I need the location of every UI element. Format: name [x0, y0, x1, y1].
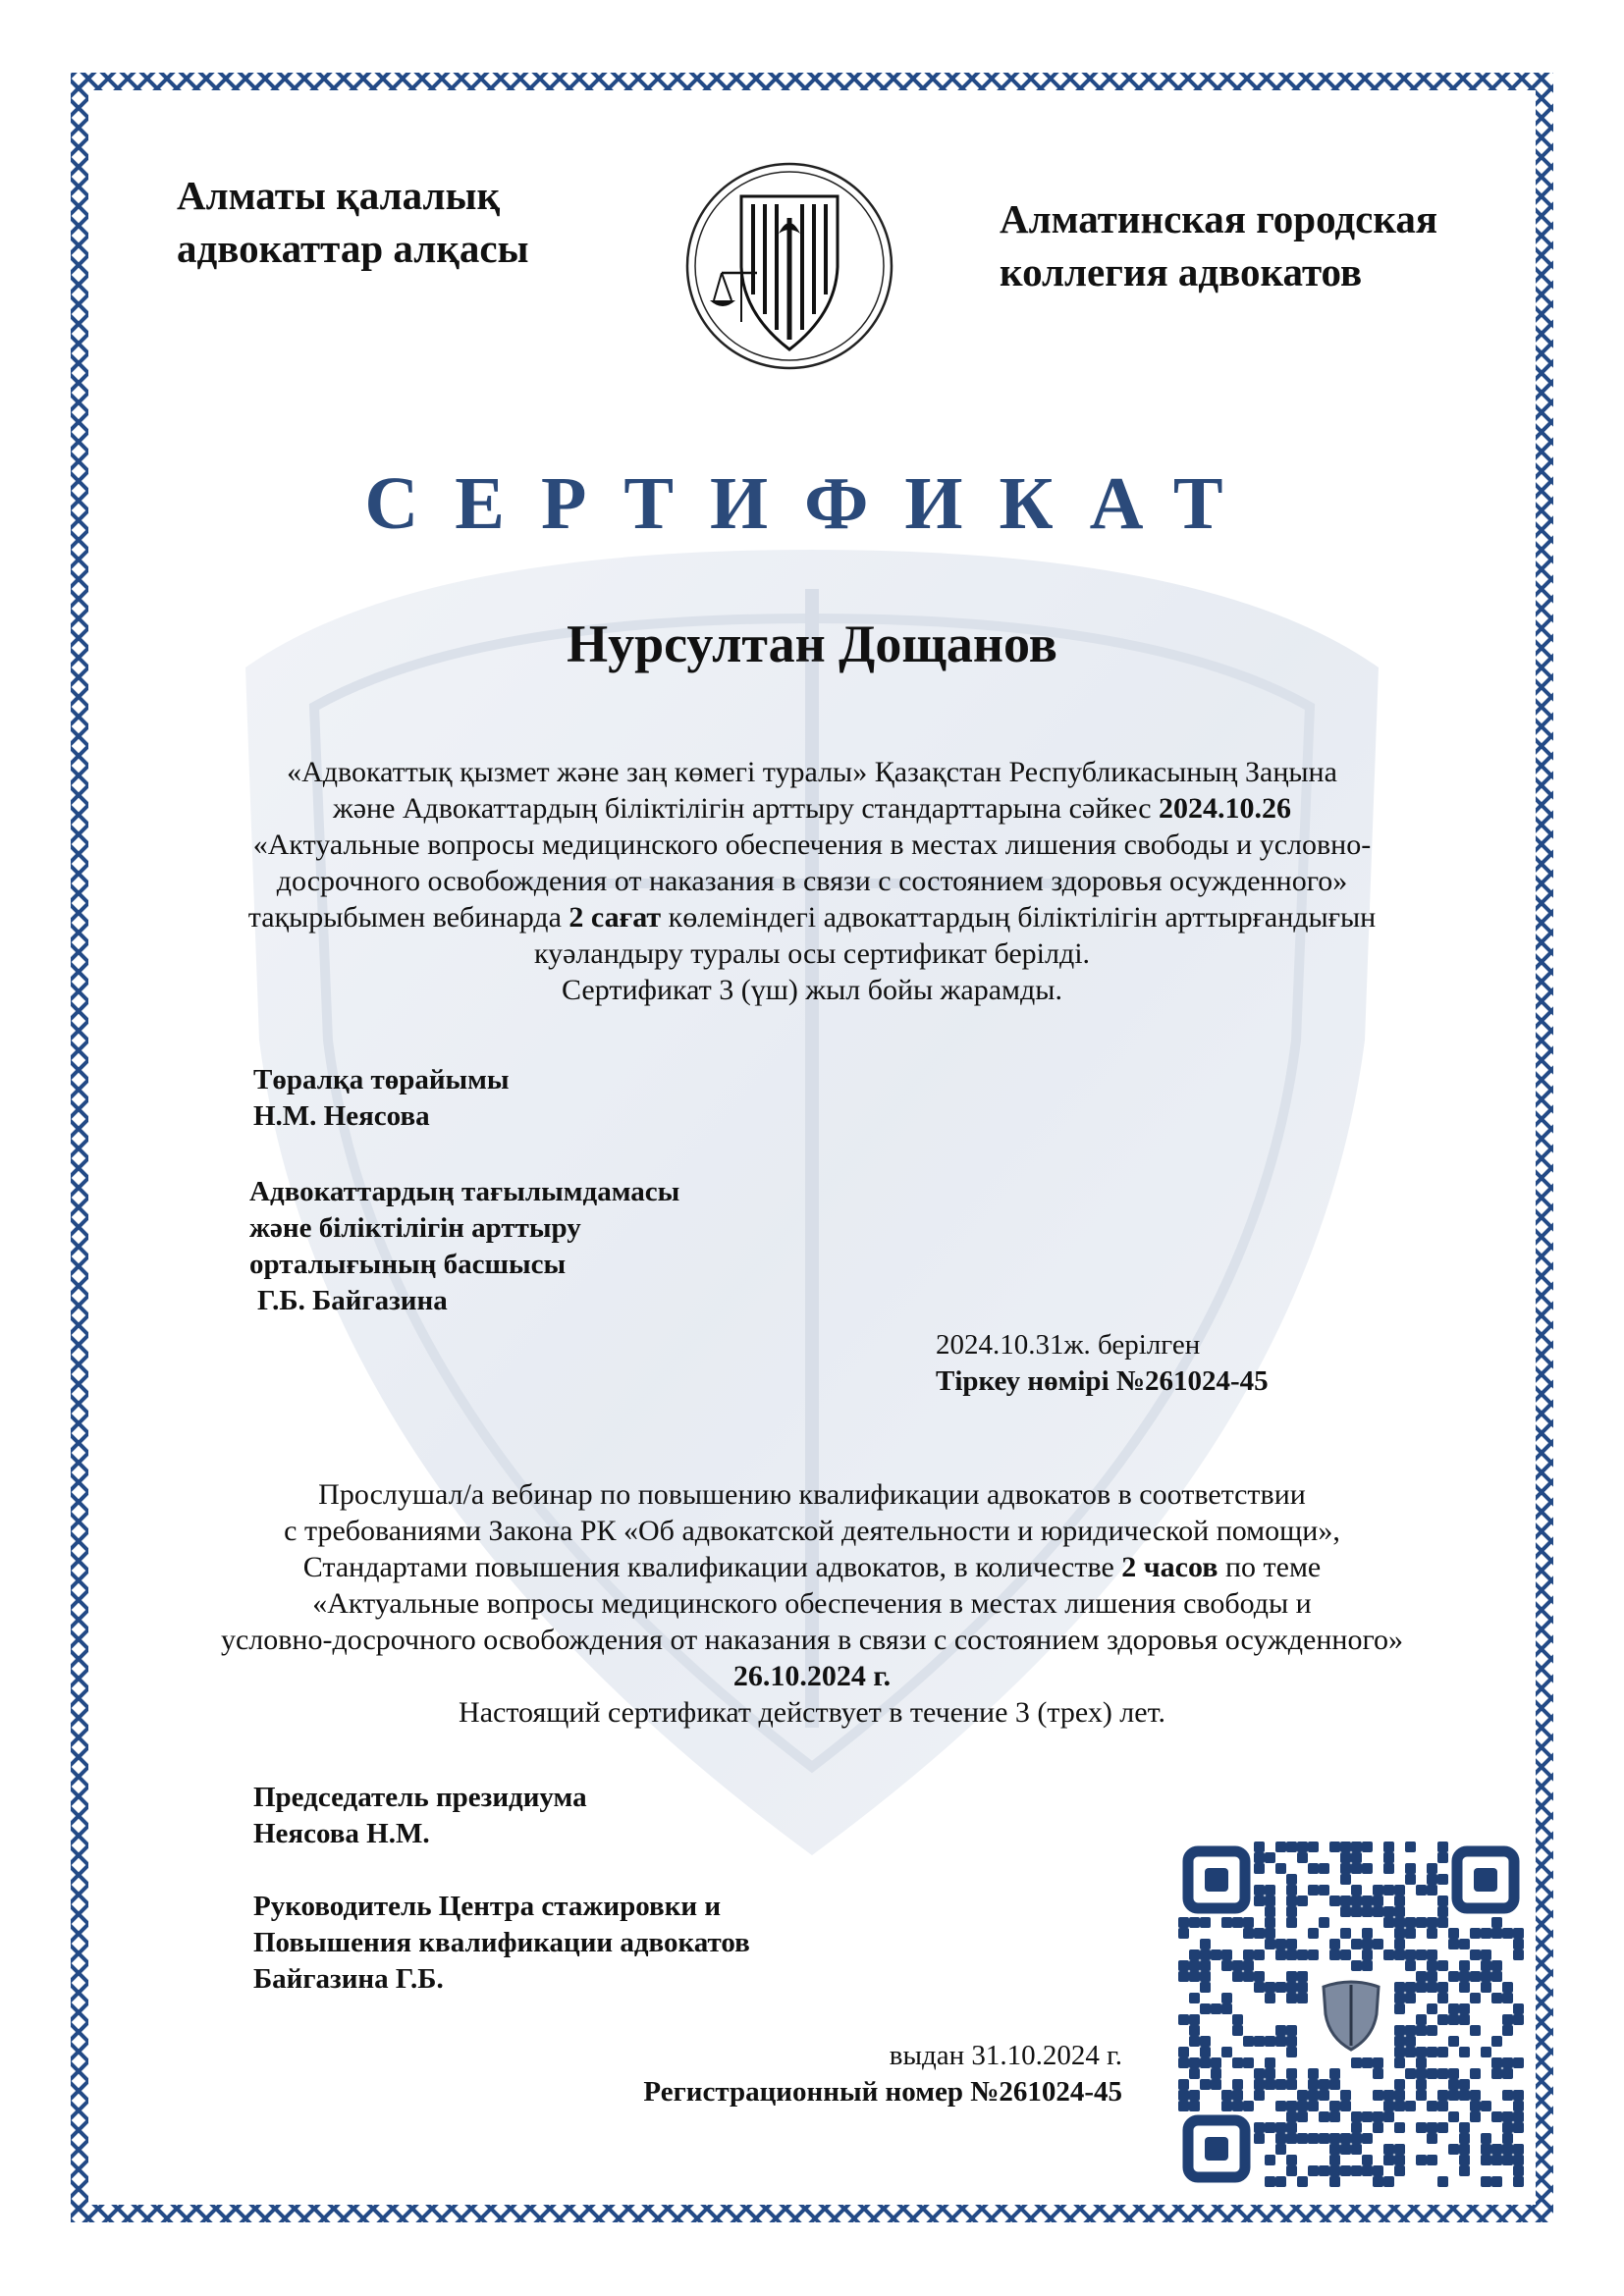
kz-line-5: [137, 899, 1487, 935]
kz-line-2-text: және Адвокаттардың біліктілігін арттыру стандарттарына сәйкес: [332, 792, 1160, 825]
ru-head-name: Байгазина Г.Б.: [253, 1963, 444, 1995]
ru-head-title-2: Повышения квалификации адвокатов: [253, 1927, 750, 1958]
ru-issue-date: выдан 31.10.2024 г.: [889, 2040, 1122, 2071]
kz-chair-title: Төралқа төрайымы: [253, 1064, 510, 1095]
kz-line-7: Сертификат 3 (үш) жыл бойы жарамды.: [562, 974, 1062, 1006]
ru-line-3-pre: Стандартами повышения квалификации адвокатов, в количестве: [302, 1551, 1122, 1583]
qr-shield-logo: [1312, 1975, 1390, 2054]
header-right: [1000, 192, 1437, 298]
kz-hours: 2 сағат: [568, 901, 662, 934]
kz-line-5-pre: тақырыбымен вебинарда: [247, 901, 569, 934]
header-left-line-1: Алматы қалалық: [177, 173, 501, 218]
header-left-line-2: адвокаттар алқасы: [177, 226, 529, 271]
kz-line-3: «Актуальные вопросы медицинского обеспечения в местах лишения свободы и условно-: [252, 828, 1372, 861]
kz-line-4: досрочного освобождения от наказания в связи с состоянием здоровья осужденного»: [276, 865, 1348, 897]
kz-paragraph: [137, 754, 1487, 1008]
ru-event-date: 26.10.2024 г.: [732, 1660, 892, 1692]
recipient-name: Нурсултан Дощанов: [567, 614, 1057, 673]
ru-chair-signature: [253, 1780, 587, 1852]
kz-line-2: [137, 790, 1487, 827]
kz-head-name: Г.Б. Байгазина: [257, 1285, 448, 1316]
ru-line-3: [137, 1549, 1487, 1585]
kz-head-title-3: орталығының басшысы: [249, 1249, 567, 1280]
kz-line-6: куәландыру туралы осы сертификат берілді.: [533, 937, 1091, 970]
kz-line-5-post: көлеміндегі адвокаттардың біліктілігін арттырғандығын: [661, 901, 1377, 934]
ru-line-4: «Актуальные вопросы медицинского обеспечения в местах лишения свободы и: [312, 1587, 1312, 1620]
header-left: [177, 169, 529, 275]
ru-chair-name: Неясова Н.М.: [253, 1818, 430, 1849]
certificate-title: СЕРТИФИКАТ: [364, 462, 1260, 545]
ru-chair-title: Председатель президиума: [253, 1782, 587, 1813]
ru-hours: 2 часов: [1121, 1551, 1218, 1583]
header-right-line-1: Алматинская городская: [1000, 196, 1438, 241]
ru-paragraph: [137, 1476, 1487, 1731]
ru-line-1: Прослушал/а вебинар по повышению квалификации адвокатов в соответствии: [318, 1478, 1306, 1511]
ru-line-2: с требованиями Закона РК «Об адвокатской деятельности и юридической помощи»,: [284, 1515, 1340, 1547]
ru-line-3-post: по теме: [1218, 1551, 1322, 1583]
kz-line-1: «Адвокаттық қызмет және заң көмегі туралы» Қазақстан Республикасының Заңына: [287, 756, 1337, 788]
kz-event-date: 2024.10.26: [1159, 792, 1292, 825]
ru-head-signature: [253, 1889, 750, 1998]
ru-line-5: условно-досрочного освобождения от наказания в связи с состоянием здоровья осужденного»: [220, 1624, 1404, 1656]
ru-registration-number: Регистрационный номер №261024-45: [643, 2076, 1122, 2108]
kz-head-signature: [249, 1174, 679, 1319]
header-right-line-2: коллегия адвокатов: [1000, 249, 1363, 294]
qr-code[interactable]: [1178, 1842, 1524, 2187]
kz-chair-name: Н.М. Неясова: [253, 1100, 430, 1132]
ru-line-7: Настоящий сертификат действует в течение 3 (трех) лет.: [459, 1696, 1165, 1729]
ru-head-title-1: Руководитель Центра стажировки и: [253, 1891, 722, 1922]
kz-head-title-1: Адвокаттардың тағылымдамасы: [249, 1176, 680, 1207]
kz-chair-signature: [253, 1062, 510, 1135]
kz-issue-date: 2024.10.31ж. берілген: [936, 1329, 1201, 1361]
bar-association-emblem: [680, 157, 898, 375]
kz-registration-number: Тіркеу нөмірі №261024-45: [936, 1365, 1269, 1397]
kz-head-title-2: және біліктілігін арттыру: [249, 1212, 581, 1244]
